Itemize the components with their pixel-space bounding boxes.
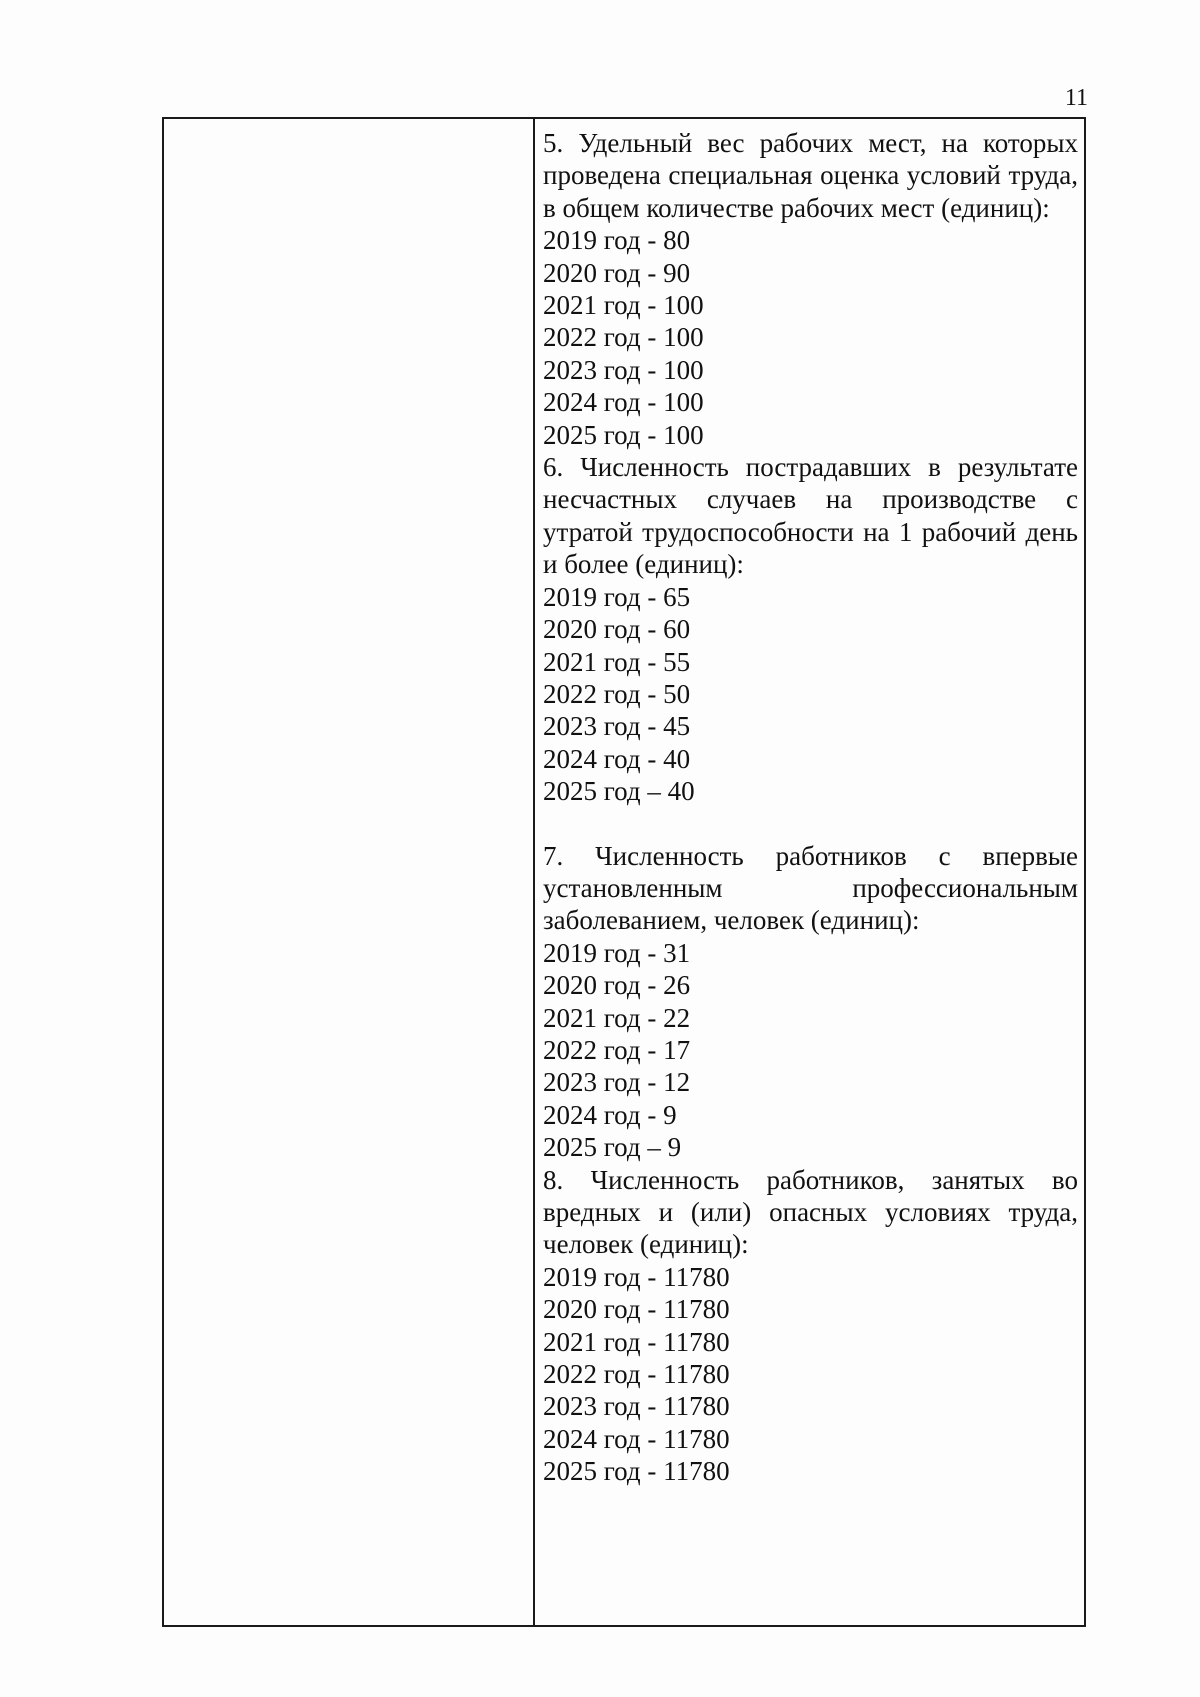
indicator-section-8 (543, 1164, 1078, 1488)
section-spacer (543, 808, 1078, 840)
indicator-heading: 5. Удельный вес рабочих мест, на которых проведена специальная оценка условий труда, в общем количестве рабочих мест (единиц): (543, 128, 1078, 223)
indicator-section-7 (543, 840, 1078, 1164)
indicator-value-line: 2022 год - 100 (543, 322, 704, 353)
table-cell-indicators (535, 119, 1084, 1625)
indicator-heading: 6. Численность пострадавших в результате несчастных случаев на производстве с утратой трудоспособности на 1 рабочий день и более (единиц): (543, 452, 1078, 580)
indicator-values (543, 1261, 1078, 1488)
indicator-table (162, 117, 1086, 1627)
indicator-value-line: 2021 год - 100 (543, 290, 704, 321)
indicator-value-line: 2020 год - 60 (543, 614, 691, 645)
indicator-value-line: 2020 год - 11780 (543, 1294, 730, 1325)
indicator-value-line: 2019 год - 65 (543, 581, 691, 612)
indicator-values (543, 581, 1078, 808)
indicator-value-line: 2023 год - 12 (543, 1067, 691, 1098)
page-number: 11 (1064, 85, 1088, 111)
indicator-value-line: 2023 год - 45 (543, 711, 691, 742)
indicator-values (543, 937, 1078, 1164)
indicator-value-line: 2023 год - 11780 (543, 1391, 730, 1422)
indicator-value-line: 2022 год - 11780 (543, 1359, 730, 1390)
indicator-section-6 (543, 451, 1078, 807)
indicator-values (543, 224, 1078, 451)
indicator-value-line: 2025 год – 40 (543, 776, 695, 807)
indicator-section-5 (543, 127, 1078, 451)
indicator-value-line: 2024 год - 11780 (543, 1423, 730, 1454)
indicator-value-line: 2020 год - 26 (543, 970, 691, 1001)
indicator-value-line: 2020 год - 90 (543, 257, 691, 288)
indicator-value-line: 2024 год - 40 (543, 743, 691, 774)
indicator-value-line: 2021 год - 11780 (543, 1326, 730, 1357)
indicator-heading: 8. Численность работников, занятых во вредных и (или) опасных условиях труда, человек (единиц): (543, 1164, 1078, 1260)
indicator-value-line: 2024 год - 100 (543, 387, 704, 418)
indicator-value-line: 2019 год - 80 (543, 225, 691, 256)
indicator-heading: 7. Численность работников с впервые установленным профессиональным заболеванием, человек (единиц): (543, 840, 1078, 936)
indicator-value-line: 2025 год – 9 (543, 1132, 682, 1163)
indicator-value-line: 2023 год - 100 (543, 354, 704, 385)
indicator-value-line: 2025 год - 11780 (543, 1456, 730, 1487)
indicator-value-line: 2024 год - 9 (543, 1099, 677, 1130)
indicator-value-line: 2021 год - 22 (543, 1002, 691, 1033)
indicator-value-line: 2019 год - 31 (543, 937, 691, 968)
indicator-value-line: 2022 год - 17 (543, 1034, 691, 1065)
table-cell-empty (164, 119, 535, 1625)
indicator-value-line: 2019 год - 11780 (543, 1261, 730, 1292)
indicator-value-line: 2022 год - 50 (543, 678, 691, 709)
indicator-value-line: 2025 год - 100 (543, 419, 704, 450)
indicator-value-line: 2021 год - 55 (543, 646, 691, 677)
